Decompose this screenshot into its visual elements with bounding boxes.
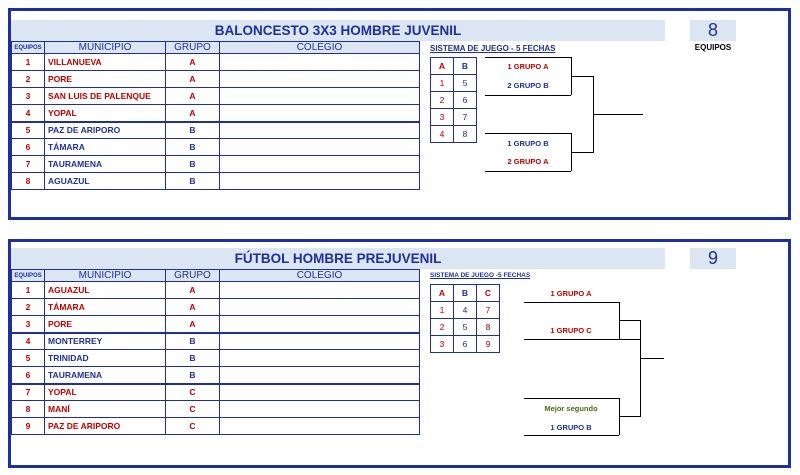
row-municipio: MONTERREY bbox=[45, 333, 166, 350]
row-colegio[interactable] bbox=[220, 316, 420, 333]
row-colegio[interactable] bbox=[220, 54, 420, 71]
row-colegio[interactable] bbox=[220, 333, 420, 350]
table-row bbox=[12, 418, 420, 435]
row-colegio[interactable] bbox=[220, 384, 420, 401]
row-number: 1 bbox=[12, 54, 45, 71]
table-row bbox=[12, 54, 420, 71]
row-number: 2 bbox=[12, 299, 45, 316]
panel1-team-table bbox=[11, 41, 420, 190]
row-number: 7 bbox=[12, 384, 45, 401]
bracket-slot: 1 GRUPO B bbox=[507, 139, 549, 148]
row-grupo: A bbox=[166, 282, 220, 299]
row-colegio[interactable] bbox=[220, 88, 420, 105]
row-grupo: C bbox=[166, 418, 220, 435]
group-cell: 7 bbox=[454, 109, 477, 126]
row-number: 4 bbox=[12, 333, 45, 350]
bracket-slot: 1 GRUPO C bbox=[550, 326, 592, 335]
group-cell: 8 bbox=[477, 319, 500, 336]
row-grupo: B bbox=[166, 333, 220, 350]
bracket-slot: 1 GRUPO A bbox=[550, 289, 592, 298]
col-header-equipos: EQUIPOS bbox=[12, 42, 45, 54]
row-number: 6 bbox=[12, 367, 45, 384]
panel1-title: BALONCESTO 3X3 HOMBRE JUVENIL bbox=[11, 20, 665, 41]
row-colegio[interactable] bbox=[220, 299, 420, 316]
row-municipio: TÁMARA bbox=[45, 299, 166, 316]
table-row bbox=[12, 316, 420, 333]
table-row bbox=[12, 350, 420, 367]
table-row bbox=[12, 88, 420, 105]
bracket-slot: 2 GRUPO B bbox=[507, 81, 549, 90]
bracket-line bbox=[524, 339, 640, 340]
row-colegio[interactable] bbox=[220, 418, 420, 435]
row-grupo: B bbox=[166, 367, 220, 384]
row-municipio: SAN LUIS DE PALENQUE bbox=[45, 88, 166, 105]
table-row bbox=[12, 333, 420, 350]
table-row bbox=[12, 71, 420, 88]
group-cell: 2 bbox=[431, 92, 454, 109]
group-header: A bbox=[431, 58, 454, 75]
row-municipio: YOPAL bbox=[45, 384, 166, 401]
bracket-slot: 2 GRUPO A bbox=[507, 157, 549, 166]
bracket-line bbox=[571, 152, 593, 153]
row-grupo: A bbox=[166, 316, 220, 333]
row-colegio[interactable] bbox=[220, 105, 420, 122]
group-cell: 9 bbox=[477, 336, 500, 353]
panel1-group-table bbox=[430, 57, 477, 143]
row-grupo: C bbox=[166, 401, 220, 418]
group-cell: 1 bbox=[431, 302, 454, 319]
row-number: 5 bbox=[12, 122, 45, 139]
panel2-system-label: SISTEMA DE JUEGO -5 FECHAS bbox=[430, 272, 531, 279]
panel2-team-count: 9 bbox=[690, 248, 736, 269]
group-cell: 5 bbox=[454, 75, 477, 92]
bracket-slot: 1 GRUPO B bbox=[550, 423, 592, 432]
group-cell: 7 bbox=[477, 302, 500, 319]
row-number: 3 bbox=[12, 88, 45, 105]
table-row bbox=[12, 384, 420, 401]
row-municipio: MANÍ bbox=[45, 401, 166, 418]
row-colegio[interactable] bbox=[220, 139, 420, 156]
row-colegio[interactable] bbox=[220, 401, 420, 418]
bracket-line bbox=[593, 114, 643, 115]
table-row bbox=[12, 173, 420, 190]
bracket-line bbox=[485, 133, 571, 134]
row-grupo: B bbox=[166, 122, 220, 139]
row-municipio: TAURAMENA bbox=[45, 367, 166, 384]
row-colegio[interactable] bbox=[220, 367, 420, 384]
table-row bbox=[12, 299, 420, 316]
row-colegio[interactable] bbox=[220, 350, 420, 367]
bracket-slot: Mejor segundo bbox=[544, 404, 598, 413]
panel2-team-table bbox=[11, 269, 420, 435]
row-municipio: PAZ DE ARIPORO bbox=[45, 122, 166, 139]
group-cell: 2 bbox=[431, 319, 454, 336]
row-number: 5 bbox=[12, 350, 45, 367]
row-municipio: PORE bbox=[45, 71, 166, 88]
bracket-line bbox=[524, 435, 619, 436]
bracket-line bbox=[640, 358, 664, 359]
row-number: 8 bbox=[12, 401, 45, 418]
col-header-colegio: COLEGIO bbox=[220, 42, 420, 54]
panel2-group-table bbox=[430, 284, 500, 353]
row-grupo: A bbox=[166, 54, 220, 71]
group-header: C bbox=[477, 285, 500, 302]
panel2-title: FÚTBOL HOMBRE PREJUVENIL bbox=[11, 248, 665, 269]
row-number: 1 bbox=[12, 282, 45, 299]
row-grupo: B bbox=[166, 156, 220, 173]
row-municipio: AGUAZUL bbox=[45, 282, 166, 299]
bracket-line bbox=[524, 398, 619, 399]
row-number: 8 bbox=[12, 173, 45, 190]
panel1-team-count: 8 bbox=[690, 20, 736, 41]
row-number: 4 bbox=[12, 105, 45, 122]
table-row bbox=[12, 122, 420, 139]
row-grupo: A bbox=[166, 88, 220, 105]
col-header-equipos: EQUIPOS bbox=[12, 270, 45, 282]
row-colegio[interactable] bbox=[220, 282, 420, 299]
bracket-line bbox=[485, 95, 571, 96]
row-municipio: PORE bbox=[45, 316, 166, 333]
col-header-municipio: MUNICIPIO bbox=[45, 42, 166, 54]
group-cell: 5 bbox=[454, 319, 477, 336]
group-cell: 3 bbox=[431, 109, 454, 126]
group-cell: 6 bbox=[454, 336, 477, 353]
group-header: B bbox=[454, 285, 477, 302]
row-colegio[interactable] bbox=[220, 156, 420, 173]
row-municipio: TRINIDAD bbox=[45, 350, 166, 367]
table-row bbox=[12, 105, 420, 122]
col-header-municipio: MUNICIPIO bbox=[45, 270, 166, 282]
bracket-line bbox=[571, 76, 593, 77]
row-municipio: YOPAL bbox=[45, 105, 166, 122]
panel1-count-label: EQUIPOS bbox=[694, 43, 732, 52]
panel1-system-label: SISTEMA DE JUEGO - 5 FECHAS bbox=[430, 44, 556, 53]
col-header-grupo: GRUPO bbox=[166, 270, 220, 282]
col-header-colegio: COLEGIO bbox=[220, 270, 420, 282]
row-number: 9 bbox=[12, 418, 45, 435]
row-municipio: AGUAZUL bbox=[45, 173, 166, 190]
group-cell: 4 bbox=[431, 126, 454, 143]
bracket-line bbox=[640, 320, 641, 417]
group-header: B bbox=[454, 58, 477, 75]
bracket-line bbox=[619, 320, 640, 321]
group-header: A bbox=[431, 285, 454, 302]
col-header-grupo: GRUPO bbox=[166, 42, 220, 54]
row-grupo: A bbox=[166, 299, 220, 316]
row-grupo: C bbox=[166, 384, 220, 401]
row-number: 2 bbox=[12, 71, 45, 88]
row-colegio[interactable] bbox=[220, 173, 420, 190]
group-cell: 1 bbox=[431, 75, 454, 92]
bracket-line bbox=[524, 302, 619, 303]
group-cell: 3 bbox=[431, 336, 454, 353]
row-number: 6 bbox=[12, 139, 45, 156]
table-row bbox=[12, 401, 420, 418]
row-grupo: A bbox=[166, 71, 220, 88]
row-colegio[interactable] bbox=[220, 122, 420, 139]
table-row bbox=[12, 156, 420, 173]
row-grupo: A bbox=[166, 105, 220, 122]
row-grupo: B bbox=[166, 139, 220, 156]
table-row bbox=[12, 139, 420, 156]
row-grupo: B bbox=[166, 350, 220, 367]
row-municipio: TÁMARA bbox=[45, 139, 166, 156]
group-cell: 6 bbox=[454, 92, 477, 109]
row-municipio: PAZ DE ARIPORO bbox=[45, 418, 166, 435]
row-number: 7 bbox=[12, 156, 45, 173]
group-cell: 4 bbox=[454, 302, 477, 319]
bracket-line bbox=[619, 416, 640, 417]
table-row bbox=[12, 282, 420, 299]
row-colegio[interactable] bbox=[220, 71, 420, 88]
group-cell: 8 bbox=[454, 126, 477, 143]
bracket-line bbox=[485, 171, 571, 172]
bracket-line bbox=[485, 57, 571, 58]
row-grupo: B bbox=[166, 173, 220, 190]
row-municipio: VILLANUEVA bbox=[45, 54, 166, 71]
row-number: 3 bbox=[12, 316, 45, 333]
table-row bbox=[12, 367, 420, 384]
bracket-slot: 1 GRUPO A bbox=[507, 62, 549, 71]
row-municipio: TAURAMENA bbox=[45, 156, 166, 173]
